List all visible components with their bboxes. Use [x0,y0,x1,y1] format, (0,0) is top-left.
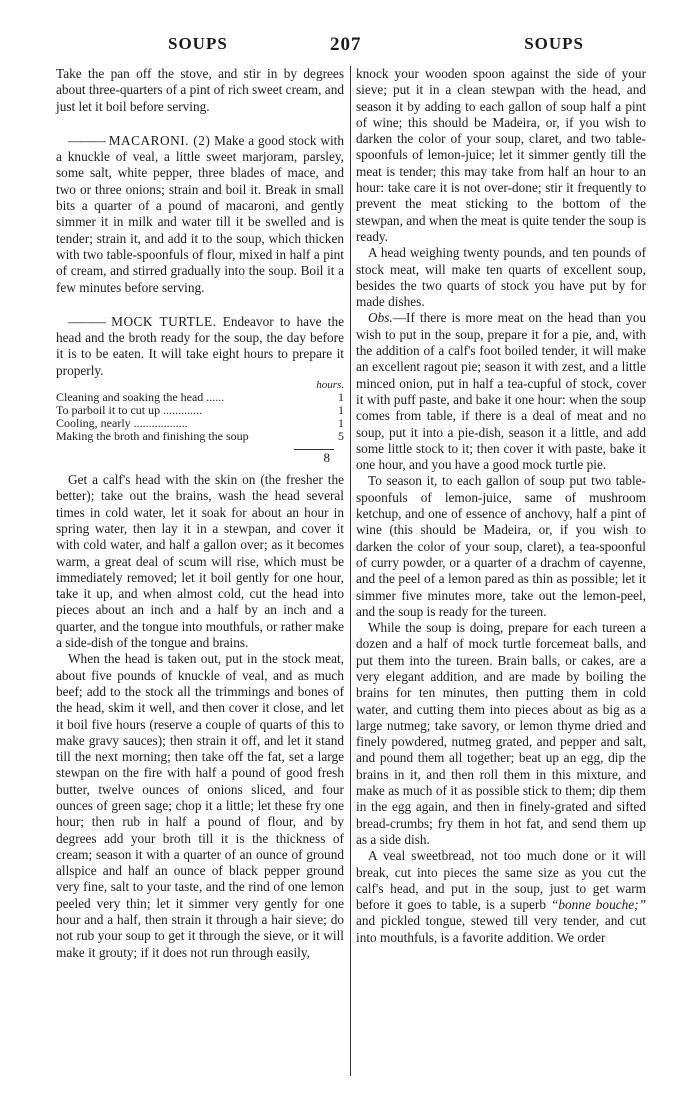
table-row [56,430,344,443]
time-label: Cleaning and soaking the head ...... [56,390,225,405]
paragraph: A head weighing twenty pounds, and ten pounds of stock meat, will make ten quarts of excellent soup, besides the two quarts of stock you have put by for made dishes. [356,245,646,310]
time-label: Making the broth and finishing the soup [56,429,249,444]
header-right-title: SOUPS [524,34,584,53]
left-column [56,66,344,961]
time-value: 1 [338,416,344,431]
dash: ——— [68,313,105,329]
total-hours: 8 [323,450,330,466]
column-divider [350,66,351,1076]
paragraph-obs [356,310,646,473]
obs-label: Obs. [368,310,393,326]
header-left-title: SOUPS [168,34,228,53]
page-number: 207 [330,34,362,55]
time-table [56,391,344,443]
italic-phrase: “bonne bouche;” [550,897,647,913]
obs-text: —If there is more meat on the head than you wish to put in the soup, prepare it for a pie, and, with the addition of a calf's foot boiled tender, it will make an excellent ragout pie; season it with zest, and a little minced onion, put in half a tea-cupful of stock, cover it with puff paste, and bake it one hour: when the soup comes from table, if there is a deal of meat and no soup, put it into a pie-dish, season it a little, and add some little stock to it; then cover it with paste, bake it one hour, and you have a good mock turtle pie. [356,310,646,473]
time-value: 5 [338,429,344,444]
recipe-macaroni [56,133,344,296]
recipe-title: MOCK TURTLE. [111,313,217,329]
right-column [356,66,646,946]
text-run: A veal sweetbread, not too much done or it will break, cut into pieces the same size as you cut the calf's head, and put in the soup, just to get warm before it goes to table, is a superb [356,848,646,913]
time-label: To parboil it to cut up ............. [56,403,203,418]
paragraph: When the head is taken out, put in the stock meat, about five pounds of knuckle of veal, and as much beef; add to the stock all the trimmings and bones of the head, skim it well, and then cover it close, and let it boil five hours (reserve a couple of quarts of this to make gravy sauces); then strain it off, and let it stand till the next morning; then take off the fat, set a large stewpan on the fire with half a pound of good fresh butter, twelve ounces of onions sliced, and four ounces of green sage; chop it a little; let these fry one hour; then rub in half a pound of flour, and by degrees add your broth till it is the thickness of cream; season it with a quarter of an ounce of ground allspice and half an ounce of black pepper ground very fine, salt to your taste, and the rind of one lemon peeled very thin; let it simmer very gently for one hour and a half, then strain it through a hair sieve; do not rub your soup to get it through the sieve, or it will make it grouty; if it does not run through easily, [56,651,344,960]
paragraph: Get a calf's head with the skin on (the fresher the better); take out the brains, wash the head several times in cold water, let it soak for about an hour in spring water, then lay it in a stewpan, and cover it with cold water, and half a gallon over; as it becomes warm, a great deal of scum will rise, which must be immediately removed; let it boil gently for one hour, take it up, and when almost cold, cut the head into pieces about an inch and a half by an inch and a quarter, and the tongue into mouthfuls, or rather make a side-dish of the tongue and brains. [56,472,344,651]
hours-label: hours. [316,379,344,392]
paragraph [356,848,646,946]
running-header [58,34,678,56]
recipe-text: Endeavor to have the head and the broth ready for the soup, the day before it is to be eaten. It will take eight hours to prepare it properly. [56,313,345,378]
recipe-text: Make a good stock with a knuckle of veal, a little sweet marjoram, parsley, some salt, white pepper, three blades of mace, and two or three onions; strain and boil it. Break in small bits a quarter of a pound of macaroni, and gently simmer it in milk and water till it be swelled and is tender; strain it, and add it to the soup, which thicken with two table-spoonfuls of flour, mixed in half a pint of cream, and stirred gradually into the soup. Boil it a few minutes before serving. [56,132,344,295]
dash: ——— [68,132,105,148]
time-label: Cooling, nearly .................. [56,416,188,431]
time-value: 1 [338,390,344,405]
recipe-mock-turtle [56,314,344,379]
paragraph: Take the pan off the stove, and stir in by degrees about three-quarters of a pint of rich sweet cream, and just let it boil before serving. [56,66,344,114]
time-value: 1 [338,403,344,418]
text-run: and pickled tongue, stewed till very tender, and cut into mouthfuls, is a favorite addition. We order [356,913,646,945]
recipe-title: MACARONI. (2) [108,132,211,148]
paragraph: While the soup is doing, prepare for each tureen a dozen and a half of mock turtle forcemeat balls, and put them into the tureen. Brain balls, or cakes, are a very elegant addition, and are made by boiling the brains for ten minutes, then putting them in cold water, and cutting them into pieces about as big as a large nutmeg; take savory, or lemon thyme dried and finely powdered, nutmeg grated, and pepper and salt, and pound them all together; beat up an egg, dip the brains in it, and then roll them in this mixture, and make as much of it as possible stick to them; dip them in the egg again, and then in finely-grated and sifted bread-crumbs; fry them in hot fat, and send them up as a side dish. [356,620,646,847]
paragraph: To season it, to each gallon of soup put two table-spoonfuls of lemon-juice, same of mushroom ketchup, and one of essence of anchovy, half a pint of wine (this should be Madeira, or, if you wish to darken the color of your soup, claret), a tea-spoonful of curry powder, or a quarter of a drachm of cayenne, and the peel of a lemon pared as thin as possible; let it simmer five minutes more, take out the lemon-peel, and the soup is ready for the tureen. [356,473,646,619]
paragraph: knock your wooden spoon against the side of your sieve; put it in a clean stewpan with the head, and season it by adding to each gallon of soup half a pint of wine; this should be Madeira, or, if you wish to darken the color of your soup, claret, and two table-spoonfuls of lemon-juice; let it simmer gently till the meat is tender; this may take from half an hour to an hour: take care it is not over-done; stir it frequently to prevent the meat sticking to the bottom of the stewpan, and when the meat is quite tender the soup is ready. [356,66,646,244]
